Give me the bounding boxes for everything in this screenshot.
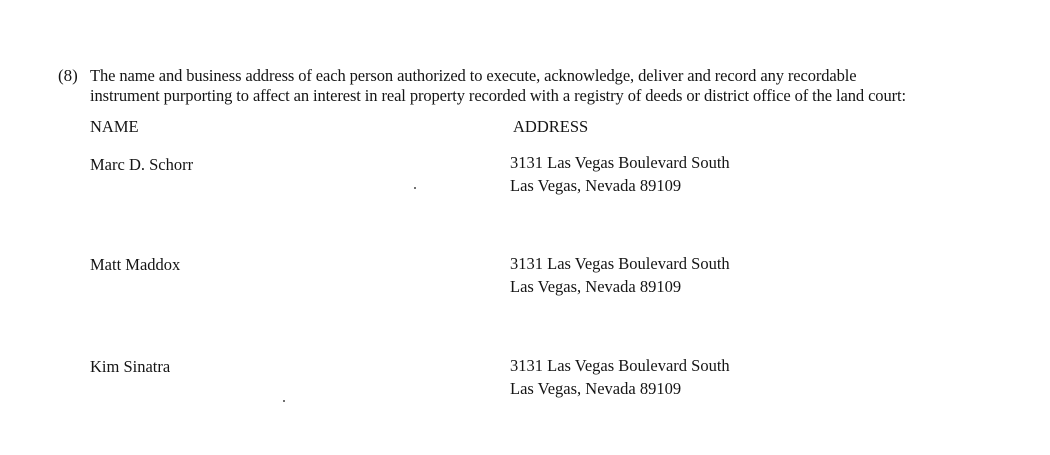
address-line: Las Vegas, Nevada 89109 <box>510 176 682 195</box>
person-name: Kim Sinatra <box>90 357 171 376</box>
address-line: 3131 Las Vegas Boulevard South <box>510 153 730 172</box>
address-line: Las Vegas, Nevada 89109 <box>510 379 682 398</box>
name-column-header: NAME <box>90 117 139 136</box>
address-line: 3131 Las Vegas Boulevard South <box>510 254 730 273</box>
paragraph-line: The name and business address of each person authorized to execute, acknowledge, deliver and record any recordable <box>90 66 857 85</box>
scan-speck <box>283 400 285 402</box>
address-line: 3131 Las Vegas Boulevard South <box>510 356 730 375</box>
section-number: (8) <box>58 66 78 85</box>
address-column-header: ADDRESS <box>513 117 589 136</box>
person-address <box>510 252 730 298</box>
paragraph-line: instrument purporting to affect an interest in real property recorded with a registry of deeds or district office of the land court: <box>90 86 906 105</box>
person-name: Matt Maddox <box>90 255 181 274</box>
section-paragraph <box>90 66 1020 106</box>
person-name: Marc D. Schorr <box>90 155 194 174</box>
scan-speck <box>414 187 416 189</box>
address-line: Las Vegas, Nevada 89109 <box>510 277 682 296</box>
person-address <box>510 151 730 197</box>
person-address <box>510 354 730 400</box>
